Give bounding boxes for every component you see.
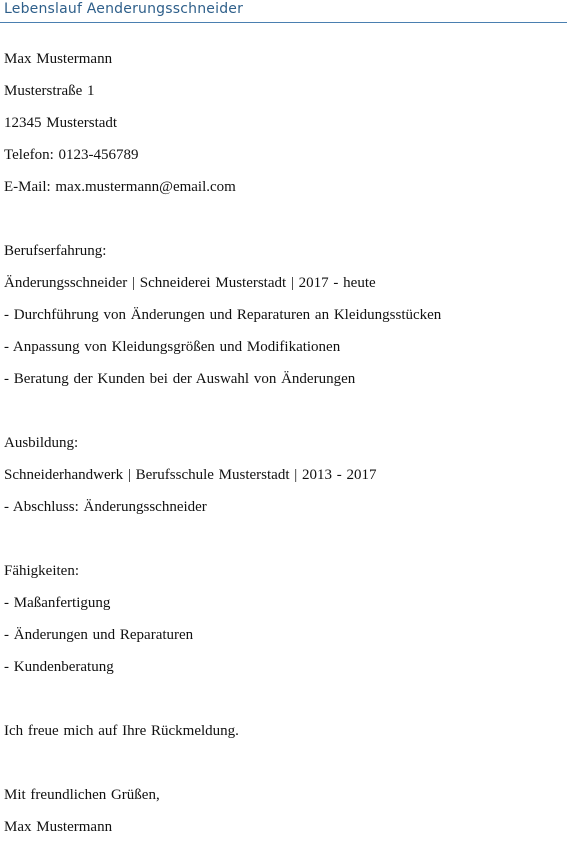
spacer <box>4 207 564 239</box>
spacer <box>4 751 564 783</box>
spacer <box>4 687 564 719</box>
education-heading: Ausbildung: <box>4 435 79 451</box>
header-divider <box>0 22 567 23</box>
closing-signature: Max Mustermann <box>4 819 113 835</box>
experience-item: - Anpassung von Kleidungsgrößen und Modifikationen <box>4 339 341 355</box>
document-title: Lebenslauf Aenderungsschneider <box>4 1 244 17</box>
experience-item: - Beratung der Kunden bei der Auswahl von Änderungen <box>4 371 356 387</box>
education-entry: Schneiderhandwerk | Berufsschule Musterstadt | 2013 - 2017 <box>4 467 377 483</box>
closing-message: Ich freue mich auf Ihre Rückmeldung. <box>4 723 239 739</box>
skills-item: - Kundenberatung <box>4 659 114 675</box>
experience-heading: Berufserfahrung: <box>4 243 107 259</box>
contact-street: Musterstraße 1 <box>4 83 95 99</box>
contact-phone: Telefon: 0123-456789 <box>4 147 139 163</box>
spacer <box>4 527 564 559</box>
education-item: - Abschluss: Änderungsschneider <box>4 499 207 515</box>
skills-heading: Fähigkeiten: <box>4 563 79 579</box>
contact-city: 12345 Musterstadt <box>4 115 118 131</box>
closing-greeting: Mit freundlichen Grüßen, <box>4 787 160 803</box>
experience-item: - Durchführung von Änderungen und Reparaturen an Kleidungsstücken <box>4 307 442 323</box>
skills-item: - Maßanfertigung <box>4 595 111 611</box>
spacer <box>4 399 564 431</box>
resume-body <box>4 47 564 847</box>
document-header <box>0 0 567 24</box>
contact-email: E-Mail: max.mustermann@email.com <box>4 179 236 195</box>
contact-name: Max Mustermann <box>4 51 113 67</box>
experience-position: Änderungsschneider | Schneiderei Musterstadt | 2017 - heute <box>4 275 376 291</box>
skills-item: - Änderungen und Reparaturen <box>4 627 194 643</box>
